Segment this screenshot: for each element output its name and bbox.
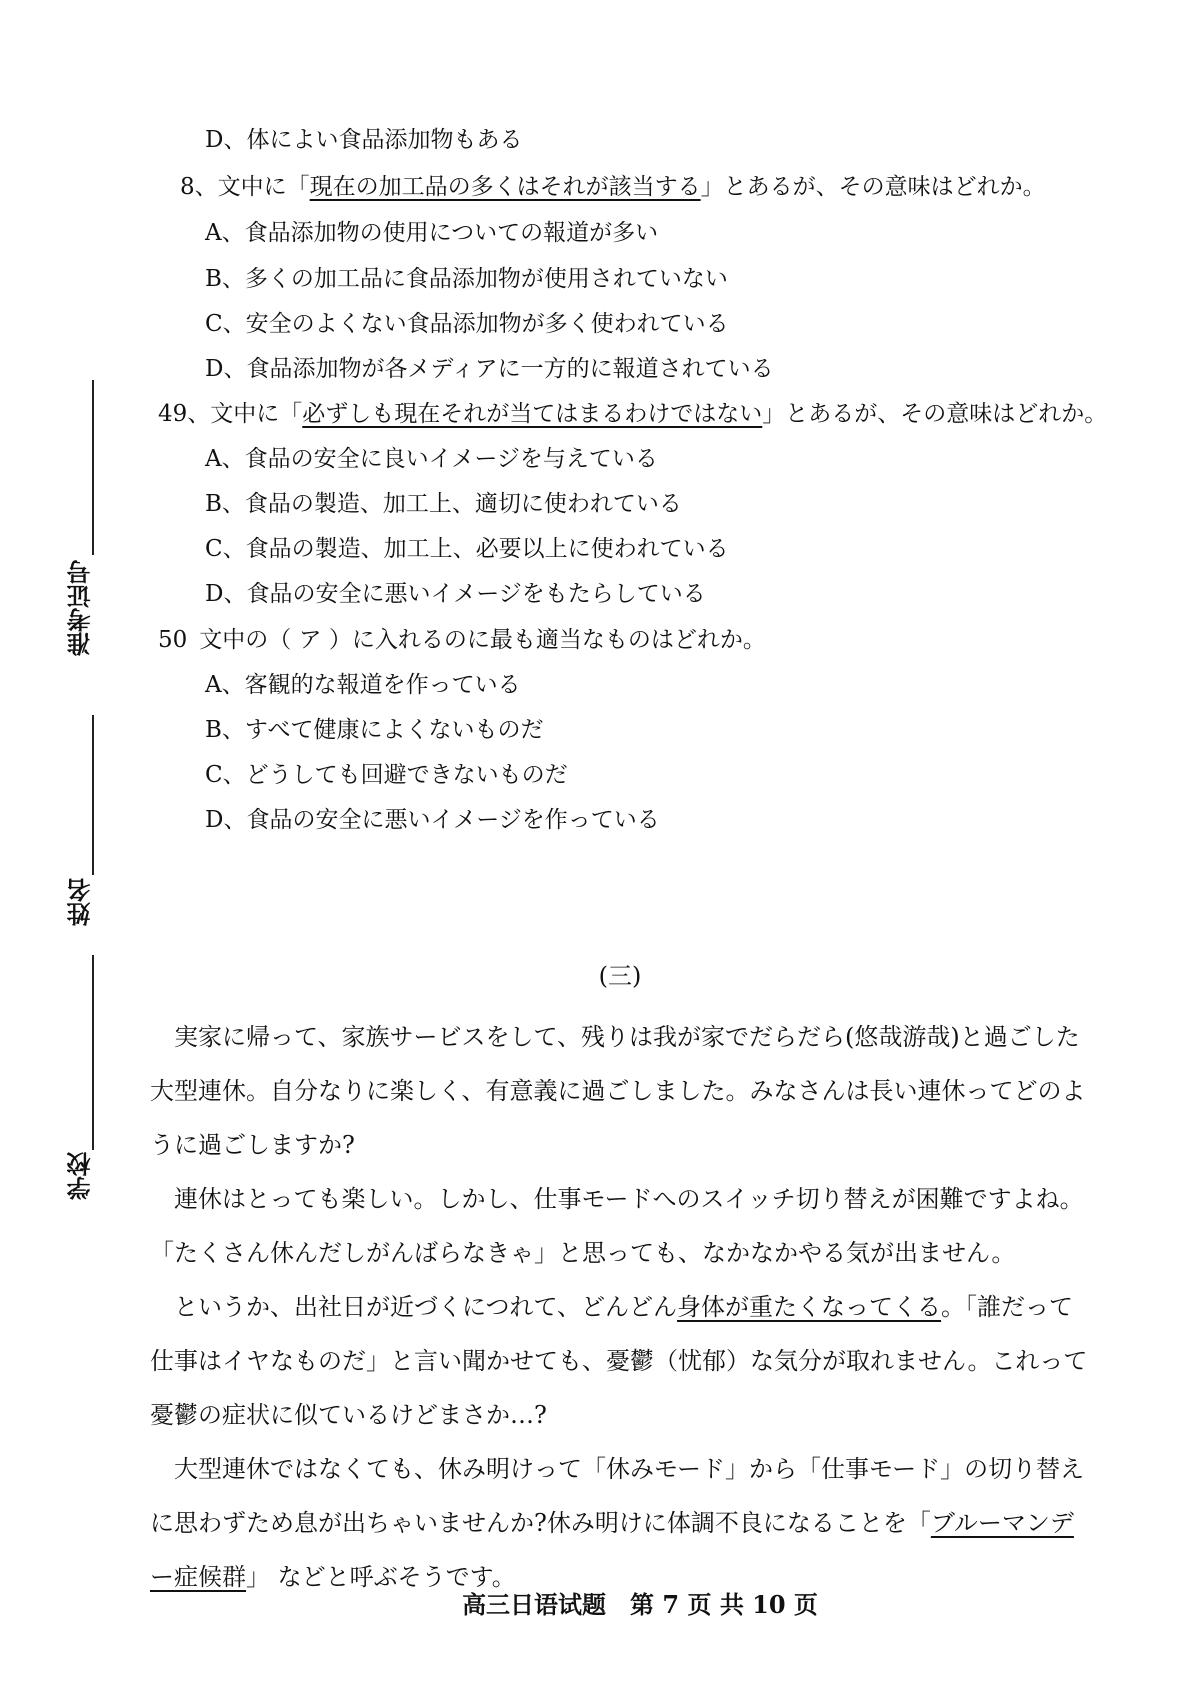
passage-paragraph-2: 連休はとっても楽しい。しかし、仕事モードへのスイッチ切り替えが困難ですよね。「たくさん休んだしがんばらなきゃ」と思っても、なかなかやる気が出ません。 — [150, 1185, 1084, 1267]
question-49-suffix: 」とあるが、その意味はどれか。 — [762, 401, 1108, 427]
passage-p4-before: 大型連休ではなくても、休み明けって「休みモード」から「仕事モード」の切り替えに思わずため息が出ちゃいませんか?休み明けに体調不良になることを「 — [150, 1455, 1085, 1537]
passage-paragraph-4 — [150, 1442, 1095, 1604]
exam-number-label: 准考证号 — [67, 560, 95, 656]
passage-p3-underlined: 身体が重たくなってくる — [677, 1293, 942, 1321]
passage-paragraph-3 — [150, 1280, 1095, 1442]
q48-option-d: D、食品添加物が各メディアに一方的に報道されている — [205, 356, 774, 382]
q47-option-d: D、体によい食品添加物もある — [205, 127, 523, 153]
question-48-suffix: 」とあるが、その意味はどれか。 — [700, 174, 1046, 200]
exam-number-field[interactable] — [92, 380, 94, 555]
school-label: 学校 — [67, 1152, 95, 1200]
q49-option-b: B、食品の製造、加工上、適切に使われている — [205, 491, 682, 517]
name-field[interactable] — [92, 715, 94, 875]
q49-option-d: D、食品の安全に悪いイメージをもたらしている — [205, 581, 706, 607]
q48-option-c: C、安全のよくない食品添加物が多く使われている — [205, 311, 729, 337]
name-label: 姓名 — [67, 878, 95, 926]
q50-option-d: D、食品の安全に悪いイメージを作っている — [205, 807, 660, 833]
section-title: (三) — [598, 962, 642, 990]
passage-paragraph-1: 実家に帰って、家族サービスをして、残りは我が家でだらだら(悠哉游哉)と過ごした大型連休。自分なりに楽しく、有意義に過ごしました。みなさんは長い連休ってどのように過ごしますか? — [150, 1023, 1086, 1159]
question-50-text: 文中の（ ア ）に入れるのに最も適当なものはどれか。 — [199, 627, 766, 653]
page-footer: 高三日语试题 第 7 页 共 10 页 — [462, 1590, 818, 1619]
q48-option-b: B、多くの加工品に食品添加物が使用されていない — [205, 266, 728, 292]
q50-option-a: A、客観的な報道を作っている — [205, 672, 521, 698]
question-50 — [158, 625, 766, 655]
q49-option-a: A、食品の安全に良いイメージを与えている — [205, 446, 658, 472]
passage-p3-before: というか、出社日が近づくにつれて、どんどん — [174, 1293, 678, 1321]
q49-option-c: C、食品の製造、加工上、必要以上に使われている — [205, 536, 729, 562]
question-48-quote: 現在の加工品の多くはそれが該当する — [309, 174, 701, 200]
q48-option-a: A、食品添加物の使用についての報道が多い — [205, 220, 659, 246]
passage-p4-after: 」 などと呼ぶそうです。 — [246, 1563, 516, 1591]
question-50-number: 50 — [158, 627, 188, 653]
question-48-prefix: 8、文中に「 — [180, 174, 310, 200]
q50-option-b: B、すべて健康によくないものだ — [205, 717, 544, 743]
q50-option-c: C、どうしても回避できないものだ — [205, 762, 568, 788]
passage-p4-underlined: ブルーマンデー症候群 — [150, 1509, 1074, 1591]
question-48 — [180, 172, 1046, 202]
question-49-quote: 必ずしも現在それが当てはまるわけではない — [302, 401, 763, 427]
question-49-prefix: 49、文中に「 — [158, 401, 303, 427]
passage-p3-after: 。「誰だって仕事はイヤなものだ」と言い聞かせても、憂鬱（忧郁）な気分が取れません。これって憂鬱の症状に似ているけどまさか…? — [150, 1293, 1088, 1429]
question-49 — [158, 399, 1107, 429]
